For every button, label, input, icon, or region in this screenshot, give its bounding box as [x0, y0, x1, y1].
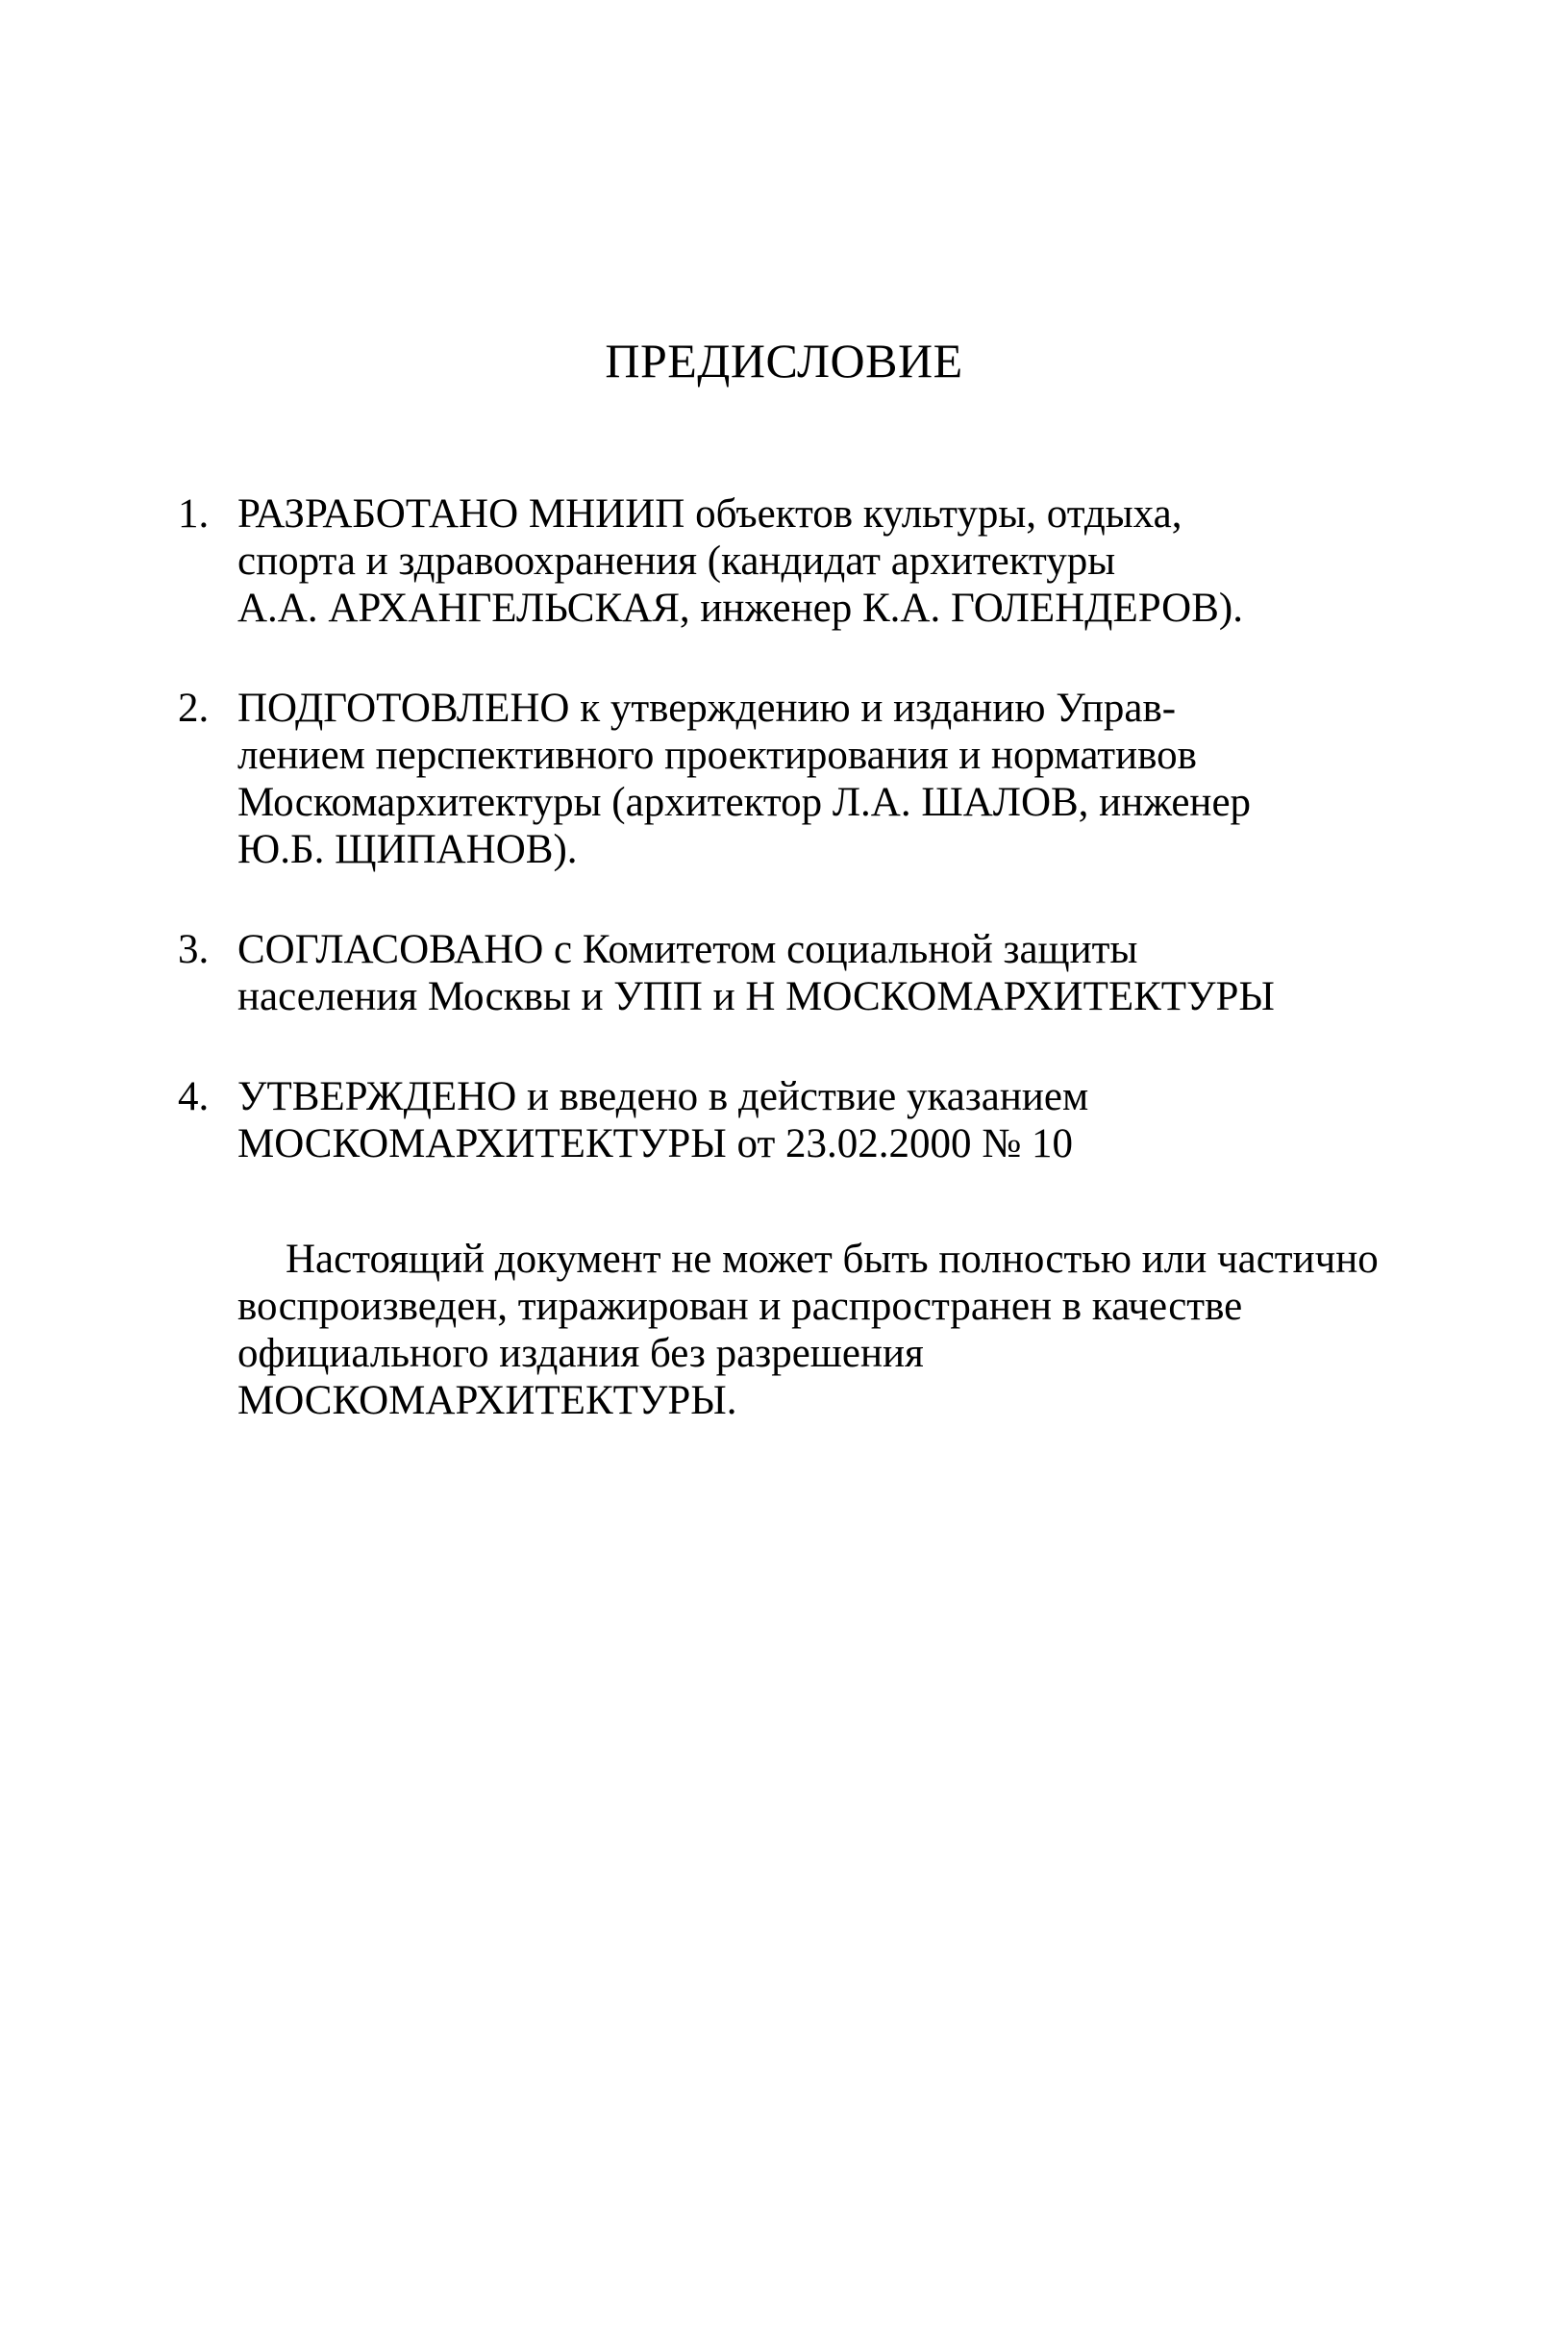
notice-line: официального издания без разрешения: [237, 1331, 924, 1376]
item-line: спорта и здравоохранения (кандидат архитектуры: [237, 539, 1116, 584]
notice-line: Настоящий документ не может быть полностью или частично: [286, 1237, 1379, 1282]
notice-line: МОСКОМАРХИТЕКТУРЫ.: [237, 1378, 737, 1423]
preface-list: [178, 490, 1283, 1220]
notice-line: воспроизведен, тиражирован и распространен в качестве: [237, 1284, 1243, 1329]
item-number: 1.: [178, 491, 210, 537]
item-line: УТВЕРЖДЕНО и введено в действие указанием: [237, 1074, 1089, 1119]
preface-item-2: [178, 685, 1283, 873]
item-line: ПОДГОТОВЛЕНО к утверждению и изданию Управ-: [237, 686, 1177, 731]
item-line: лением перспективного проектирования и нормативов: [237, 733, 1197, 778]
item-line: РАЗРАБОТАНО МНИИП объектов культуры, отдыха,: [237, 491, 1182, 537]
item-text: [237, 490, 1283, 632]
preface-item-4: [178, 1073, 1283, 1167]
item-line: Москомархитектуры (архитектор Л.А. ШАЛОВ, инженер: [237, 780, 1252, 825]
page-title: ПРЕДИСЛОВИЕ: [605, 334, 963, 388]
item-line: Ю.Б. ЩИПАНОВ).: [237, 827, 578, 872]
preface-item-3: [178, 926, 1283, 1020]
item-text: [237, 926, 1283, 1020]
item-line: МОСКОМАРХИТЕКТУРЫ от 23.02.2000 № 10: [237, 1121, 1074, 1166]
item-line: А.А. АРХАНГЕЛЬСКАЯ, инженер К.А. ГОЛЕНДЕРОВ).: [237, 586, 1243, 631]
item-line: населения Москвы и УПП и Н МОСКОМАРХИТЕКТУРЫ: [237, 974, 1275, 1019]
item-number: 2.: [178, 686, 210, 731]
copyright-notice: [237, 1236, 1379, 1424]
preface-item-1: [178, 490, 1283, 632]
item-text: [237, 685, 1283, 873]
item-number: 3.: [178, 927, 210, 972]
item-line: СОГЛАСОВАНО с Комитетом социальной защиты: [237, 927, 1138, 972]
item-text: [237, 1073, 1283, 1167]
item-number: 4.: [178, 1074, 210, 1119]
